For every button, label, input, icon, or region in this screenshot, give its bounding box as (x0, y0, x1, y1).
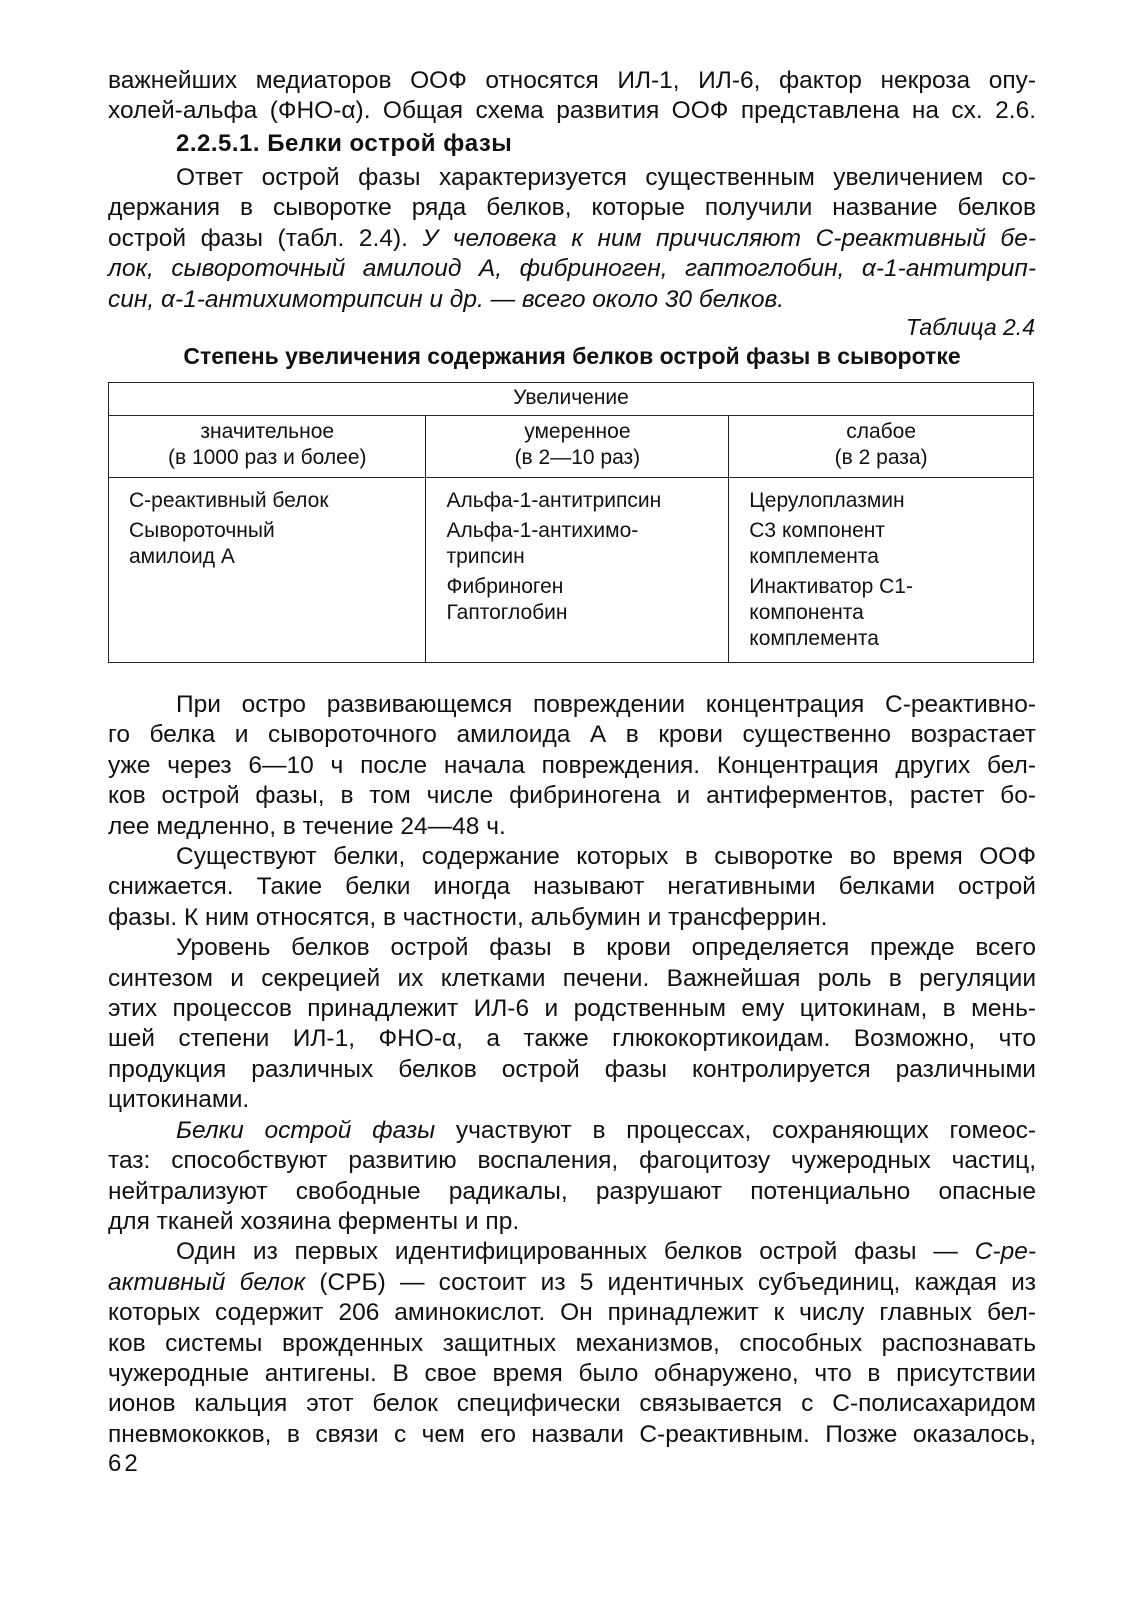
cell-item: Гаптоглобин (446, 601, 568, 624)
italic-span: С-ре- (974, 1238, 1036, 1266)
text-line: Ответ острой фазы характеризуется существенным увеличением со- (176, 164, 1036, 191)
text-line: этих процессов принадлежит ИЛ-6 и родственным ему цитокинам, в мень- (108, 995, 1036, 1023)
text-line: шей степени ИЛ-1, ФНО-α, а также глюкокортикоидам. Возможно, что (108, 1025, 1036, 1053)
table-label: Таблица 2.4 (905, 314, 1035, 340)
text-line (108, 1116, 1036, 1146)
paragraph (108, 690, 1036, 842)
text-line: пневмококков, в связи с чем его назвали С-реактивным. Позже оказалось, (108, 1420, 1036, 1448)
text-line: важнейших медиаторов ООФ относятся ИЛ-1, ИЛ-6, фактор некроза опу- (108, 67, 1036, 94)
cell-item: Альфа-1-антитрипсин (446, 489, 662, 512)
italic-span: У человека к ним причисляют С-реактивный бе- (422, 224, 1037, 252)
column-header (109, 416, 426, 478)
text-span: участвуют в процессах, сохраняющих гомеос- (435, 1116, 1037, 1144)
text-line: таз: способствуют развитию воспаления, фагоцитозу чужеродных частиц, (108, 1147, 1036, 1175)
cell-item: С-реактивный белок (129, 489, 329, 512)
body-text (108, 690, 1036, 1450)
column-note: (в 1000 раз и более) (167, 446, 367, 469)
header-label: Увеличение (513, 386, 629, 409)
text-line: Существуют белки, содержание которых в сыворотке во время ООФ (176, 843, 1036, 871)
intro-paragraph (108, 66, 1036, 127)
column-header (426, 416, 729, 478)
text-line: фазы. К ним относятся, в частности, альбумин и трансферрин. (108, 903, 828, 931)
cell-item: Фибриноген (446, 575, 564, 598)
text-line: син, α-1-антихимотрипсин и др. — всего около 30 белков. (108, 285, 785, 313)
paragraph (108, 933, 1036, 1115)
paragraph (108, 842, 1036, 933)
cell-item: Церулоплазмин (749, 489, 905, 512)
text-span: острой фазы (табл. 2.4). (108, 224, 423, 252)
column-note: (в 2 раза) (834, 446, 928, 469)
column-name: значительное (200, 420, 335, 443)
italic-span: Белки острой фазы (176, 1116, 436, 1144)
text-line: ков системы врожденных защитных механизмов, способных распознавать (108, 1329, 1036, 1357)
text-line: продукция различных белков острой фазы контролируется различными (108, 1055, 1036, 1083)
text-line (108, 224, 1036, 254)
column-name: умеренное (524, 420, 631, 443)
column-note: (в 2—10 раз) (514, 446, 641, 469)
section-paragraph (108, 163, 1036, 315)
italic-span: активный белок (108, 1268, 306, 1296)
text-span: (СРБ) — состоит из 5 идентичных субъединиц, каждая из (305, 1268, 1037, 1296)
text-line: ионов кальция этот белок специфически связывается с С-полисахаридом (108, 1390, 1036, 1418)
text-line: холей-альфа (ФНО-α). Общая схема развития ООФ представлена на сх. 2.6. (108, 97, 1036, 125)
cell-item: Сывороточный амилоид А (129, 519, 275, 568)
page-number: 62 (108, 1450, 141, 1477)
text-span: Один из первых идентифицированных белков острой фазы — (176, 1238, 975, 1266)
table-header-top (109, 383, 1034, 416)
text-line: чужеродные антигены. В свое время было обнаружено, что в присутствии (108, 1359, 1036, 1387)
text-line: синтезом и секрецией их клетками печени. Важнейшая роль в регуляции (108, 964, 1036, 992)
text-line: Уровень белков острой фазы в крови определяется прежде всего (176, 934, 1036, 962)
cell-item: Альфа-1-антихимо- трипсин (446, 519, 639, 568)
paragraph (108, 1116, 1036, 1238)
column-header (729, 416, 1034, 478)
table-cell (109, 478, 426, 663)
text-line: держания в сыворотке ряда белков, которые получили название белков (108, 194, 1036, 222)
text-line (108, 1237, 1036, 1267)
cell-item: Инактиватор С1-компонента комплемента (749, 575, 913, 650)
cell-item: С3 компонент комплемента (749, 519, 886, 568)
text-line: для тканей хозяина ферменты и пр. (108, 1207, 520, 1235)
text-line: уже через 6—10 ч после начала повреждения. Концентрация других бел- (108, 751, 1036, 779)
text-line: снижается. Такие белки иногда называют негативными белками острой (108, 873, 1036, 901)
text-line: При остро развивающемся повреждении концентрация С-реактивно- (176, 691, 1036, 718)
text-line: нейтрализуют свободные радикалы, разрушают потенциально опасные (108, 1177, 1036, 1205)
text-line: которых содержит 206 аминокислот. Он принадлежит к числу главных бел- (108, 1299, 1036, 1327)
text-line: лок, сывороточный амилоид А, фибриноген, гаптоглобин, α-1-антитрип- (108, 255, 1036, 283)
text-line: лее медленно, в течение 24—48 ч. (108, 812, 506, 840)
text-line: го белка и сывороточного амилоида А в крови существенно возрастает (108, 721, 1036, 749)
table-title: Степень увеличения содержания белков острой фазы в сыворотке (183, 343, 961, 369)
text-line: цитокинами. (108, 1086, 250, 1114)
table-cell (729, 478, 1034, 663)
paragraph (108, 1237, 1036, 1450)
section-heading: 2.2.5.1. Белки острой фазы (176, 130, 513, 157)
text-line (108, 1268, 1036, 1298)
acute-phase-table (108, 382, 1034, 663)
text-line: ков острой фазы, в том числе фибриногена и антиферментов, растет бо- (108, 782, 1036, 810)
table-cell (426, 478, 729, 663)
column-name: слабое (846, 420, 917, 443)
